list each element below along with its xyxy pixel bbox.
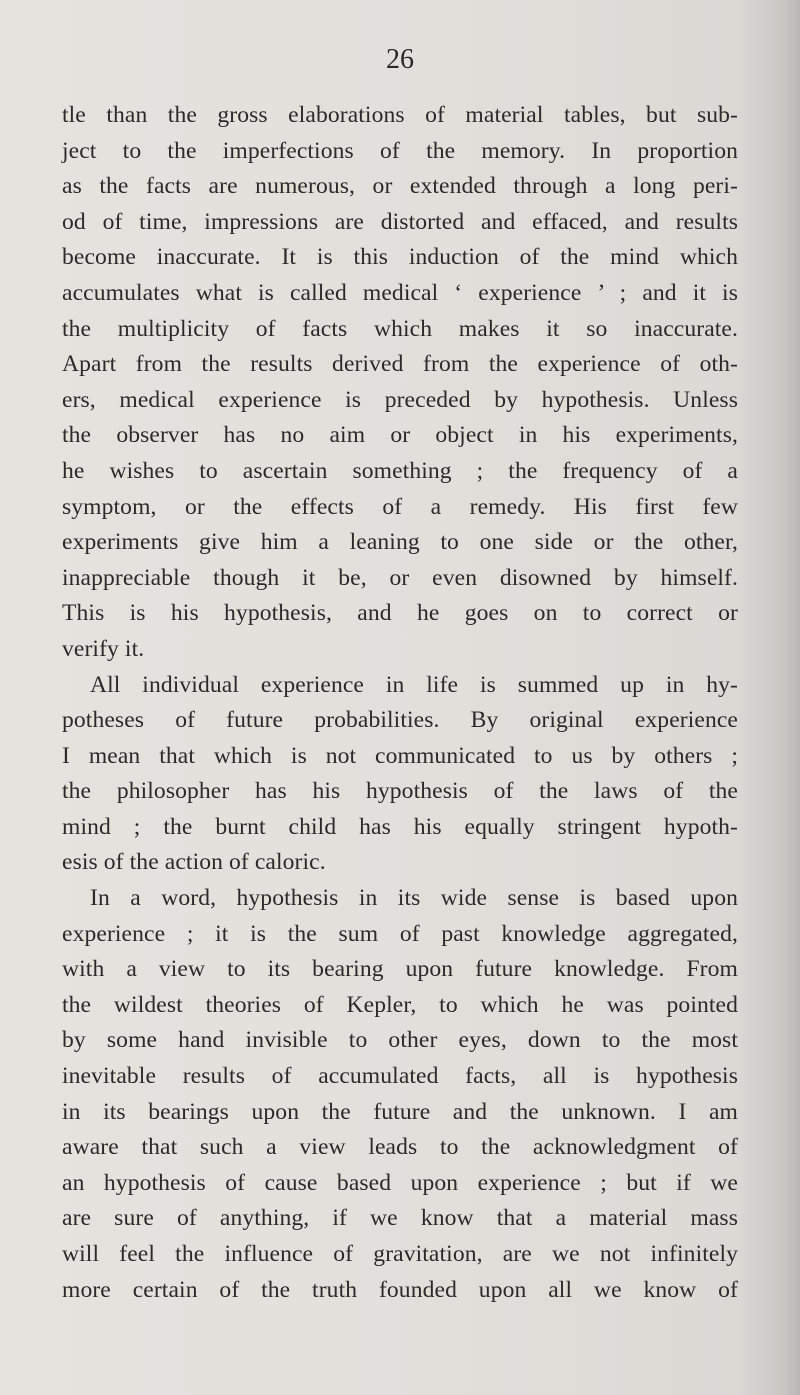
text-line: od of time, impressions are distorted and effaced, and results — [62, 208, 738, 235]
text-line: are sure of anything, if we know that a material mass — [62, 1205, 738, 1232]
text-line: experiments give him a leaning to one side or the other, — [62, 529, 738, 556]
text-line: potheses of future probabilities. By original experience — [62, 707, 738, 734]
text-line: symptom, or the effects of a remedy. His first few — [62, 493, 738, 520]
text-line: tle than the gross elaborations of material tables, but sub- — [62, 102, 738, 128]
text-line: mind ; the burnt child has his equally stringent hypoth- — [62, 813, 738, 840]
text-line: ject to the imperfections of the memory. In proportion — [62, 137, 738, 164]
text-line: as the facts are numerous, or extended through a long peri- — [62, 173, 738, 200]
text-line: will feel the influence of gravitation, are we not infinitely — [62, 1241, 738, 1267]
text-line: the wildest theories of Kepler, to which he was pointed — [62, 991, 738, 1018]
text-line: he wishes to ascertain something ; the frequency of a — [62, 457, 738, 484]
text-line: aware that such a view leads to the acknowledgment of — [62, 1134, 738, 1161]
text-line: the observer has no aim or object in his experiments, — [62, 422, 738, 449]
text-line: I mean that which is not communicated to us by others ; — [62, 742, 738, 769]
text-line: more certain of the truth founded upon all we know of — [62, 1276, 738, 1303]
text-line: an hypothesis of cause based upon experience ; but if we — [62, 1169, 738, 1196]
text-line: All individual experience in life is summed up in hy- — [90, 671, 738, 698]
text-line: esis of the action of caloric. — [62, 849, 326, 876]
text-line: the multiplicity of facts which makes it so inaccurate. — [62, 315, 738, 342]
text-line: the philosopher has his hypothesis of the laws of the — [62, 778, 738, 805]
text-line: with a view to its bearing upon future knowledge. From — [62, 956, 738, 983]
text-line: ers, medical experience is preceded by hypothesis. Unless — [62, 386, 738, 413]
text-line: In a word, hypothesis in its wide sense is based upon — [90, 885, 738, 912]
text-line: experience ; it is the sum of past knowledge aggregated, — [62, 920, 738, 947]
text-line: accumulates what is called medical ‘ experience ’ ; and it is — [62, 279, 738, 306]
text-line: inappreciable though it be, or even disowned by himself. — [62, 564, 738, 591]
text-line: verify it. — [62, 635, 145, 662]
page-number: 26 — [386, 44, 414, 75]
text-line: become inaccurate. It is this induction of the mind which — [62, 244, 738, 271]
text-line: inevitable results of accumulated facts, all is hypothesis — [62, 1063, 738, 1090]
text-line: This is his hypothesis, and he goes on to correct or — [62, 600, 738, 627]
text-line: by some hand invisible to other eyes, down to the most — [62, 1027, 738, 1054]
text-line: Apart from the results derived from the experience of oth- — [62, 351, 738, 378]
text-line: in its bearings upon the future and the unknown. I am — [62, 1098, 738, 1125]
body-text — [62, 98, 738, 1308]
